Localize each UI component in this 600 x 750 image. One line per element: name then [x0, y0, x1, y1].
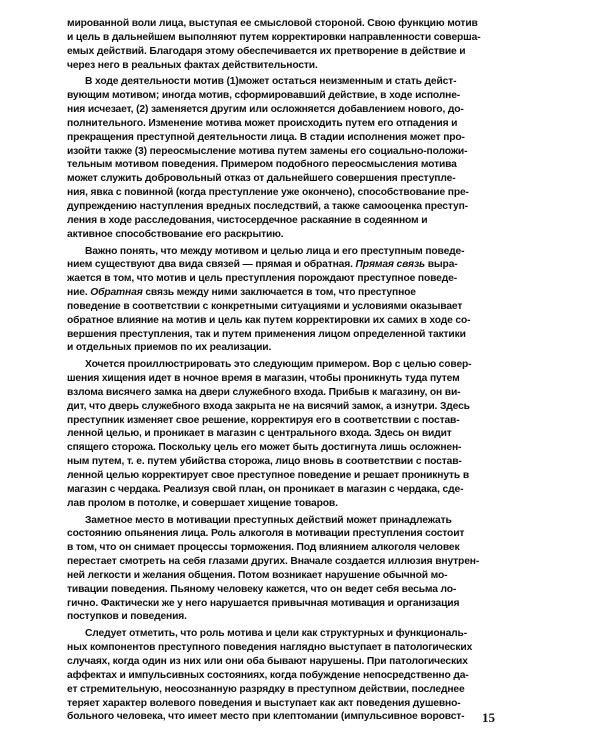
text-line: ленной целью корректирует свое преступное поведение и решает проникнуть в: [67, 470, 470, 481]
text-line: ния исчезает, (2) заменяется другим или осложняется добавлением нового, до-: [67, 104, 464, 116]
text-line: тельным мотивом поведения. Примером подобного переосмысления мотива: [67, 159, 457, 171]
text-line: ленной целью, и проникает в магазин с центрального входа. Здесь он видит: [67, 428, 452, 440]
text-line: взлома висячего замка на двери служебного входа. Прибыв к магазину, он ви-: [67, 386, 461, 398]
text-line: ет стремительную, неосознанную разрядку в преступном действии, последнее: [67, 683, 465, 695]
text-line: гично. Фактически же у него нарушается привычная мотивация и организация: [67, 597, 460, 609]
text-line: перестает смотреть на себя глазами других. Вначале создается иллюзия внутрен-: [67, 556, 480, 568]
text-line: ления в ходе расследования, чистосердечное раскаяние в содеянном и: [67, 214, 428, 226]
text-line: В ходе деятельности мотив (1)может остаться неизменным и стать дейст-: [85, 76, 457, 88]
text-line: случаях, когда один из них или они оба бывают нарушены. При патологических: [67, 655, 468, 667]
text-line: дит, что дверь служебного входа закрыта не на висячий замок, а изнутри. Здесь: [67, 400, 470, 412]
page-number: 15: [482, 710, 495, 725]
text-line: ней легкости и желания общения. Потом возникает нарушение обычной мо-: [67, 569, 448, 581]
text-line: больного человека, что имеет место при клептомании (импульсивное воровст-: [67, 711, 465, 723]
text-line: дупреждению наступления вредных последствий, а также самооценка преступ-: [67, 200, 468, 212]
paragraph-6: [67, 627, 548, 724]
text-line: поступков и поведения.: [67, 611, 187, 623]
paragraph-4: [67, 358, 548, 510]
text-line: теряет характер волевого поведения и выступает как акт поведения душевно-: [67, 697, 461, 709]
text-line: лав пролом в потолке, и совершает хищение товаров.: [67, 497, 338, 509]
paragraph-2: [67, 75, 548, 241]
text-line: Хочется проиллюстрировать это следующим примером. Вор с целью совер-: [85, 359, 472, 371]
text-line: жается в том, что мотив и цель преступления порождают преступное поведе-: [67, 273, 457, 285]
paragraph-5: [67, 514, 548, 625]
text-line: ных компонентов преступного поведения наглядно выступает в патологических: [67, 642, 473, 654]
text-line: Важно понять, что между мотивом и целью лица и его преступным поведе-: [85, 245, 465, 257]
text-line: нием существуют два вида связей — прямая и обратная. Прямая связь выра-: [67, 259, 458, 271]
text-line: Заметное место в мотивации преступных действий может принадлежать: [85, 514, 452, 526]
text-line: шения хищения идет в ночное время в магазин, чтобы проникнуть туда путем: [67, 373, 460, 385]
text-line: вующим мотивом; иногда мотив, сформировавший действие, в ходе исполне-: [67, 90, 461, 102]
emphasized-term: Прямая связь: [355, 259, 426, 271]
text-line: может служить добровольный отказ от дальнейшего совершения преступле-: [67, 173, 456, 185]
text-line: ным путем, т. е. путем убийства сторожа, лицо вновь в соответствии с постав-: [67, 456, 462, 468]
text-line: емых действий. Благодаря этому обеспечивается их претворение в действие и: [67, 45, 466, 57]
paragraph-3: [67, 245, 548, 356]
text-line: активное способствование его раскрытию.: [67, 228, 284, 240]
text-line: состоянию опьянения лица. Роль алкоголя в мотивации преступления состоит: [67, 528, 465, 540]
text-line: изойти также (3) переосмысление мотива путем замены его социально-положи-: [67, 145, 468, 157]
text-line: ния, явка с повинной (когда преступление уже окончено), способствование пре-: [67, 187, 469, 199]
text-line: и цель в дальнейшем выполняют путем корректировки направленности соверша-: [67, 31, 481, 43]
text-line: через него в реальных фактах действительности.: [67, 59, 318, 71]
text-line: поведение в соответствии с конкретными ситуациями и условиями оказывает: [67, 300, 463, 312]
paragraph-1: [67, 17, 548, 72]
text-line: прекращения преступной деятельности лица. В стадии исполнения может про-: [67, 131, 465, 143]
emphasized-term: Обратная: [90, 287, 143, 299]
text-line: спящего сторожа. Поскольку цель его может быть достигнута лишь осложнен-: [67, 442, 462, 454]
text-line: ние. Обратная связь между ними заключается в том, что преступное: [67, 287, 416, 299]
text-line: и отдельных приемов по их реализации.: [67, 342, 272, 354]
text-line: в том, что он снимает процессы торможения. Под влиянием алкоголя человек: [67, 542, 460, 554]
text-line: Следует отметить, что роль мотива и цели как структурных и функциональ-: [85, 628, 467, 640]
text-line: магазин с чердака. Реализуя свой план, он проникает в магазин с чердака, сде-: [67, 483, 464, 495]
text-line: тивации поведения. Пьяному человеку кажется, что он ведет себя весьма ло-: [67, 583, 457, 595]
text-line: аффектах и импульсивных состояниях, когда побуждение непосредственно да-: [67, 669, 469, 681]
text-line: мированной воли лица, выступая ее смысловой стороной. Свою функцию мотив: [67, 18, 478, 29]
text-line: полнительного. Изменение мотива может происходить путем его отпадения и: [67, 117, 458, 129]
text-line: преступник изменяет свое решение, корректируя его в соответствии с постав-: [67, 414, 460, 426]
text-line: обратное влияние на мотив и цель как путем корректировки их самих в ходе со-: [67, 314, 471, 326]
text-line: вершения преступления, так и путем применения лицом определенной тактики: [67, 328, 466, 340]
